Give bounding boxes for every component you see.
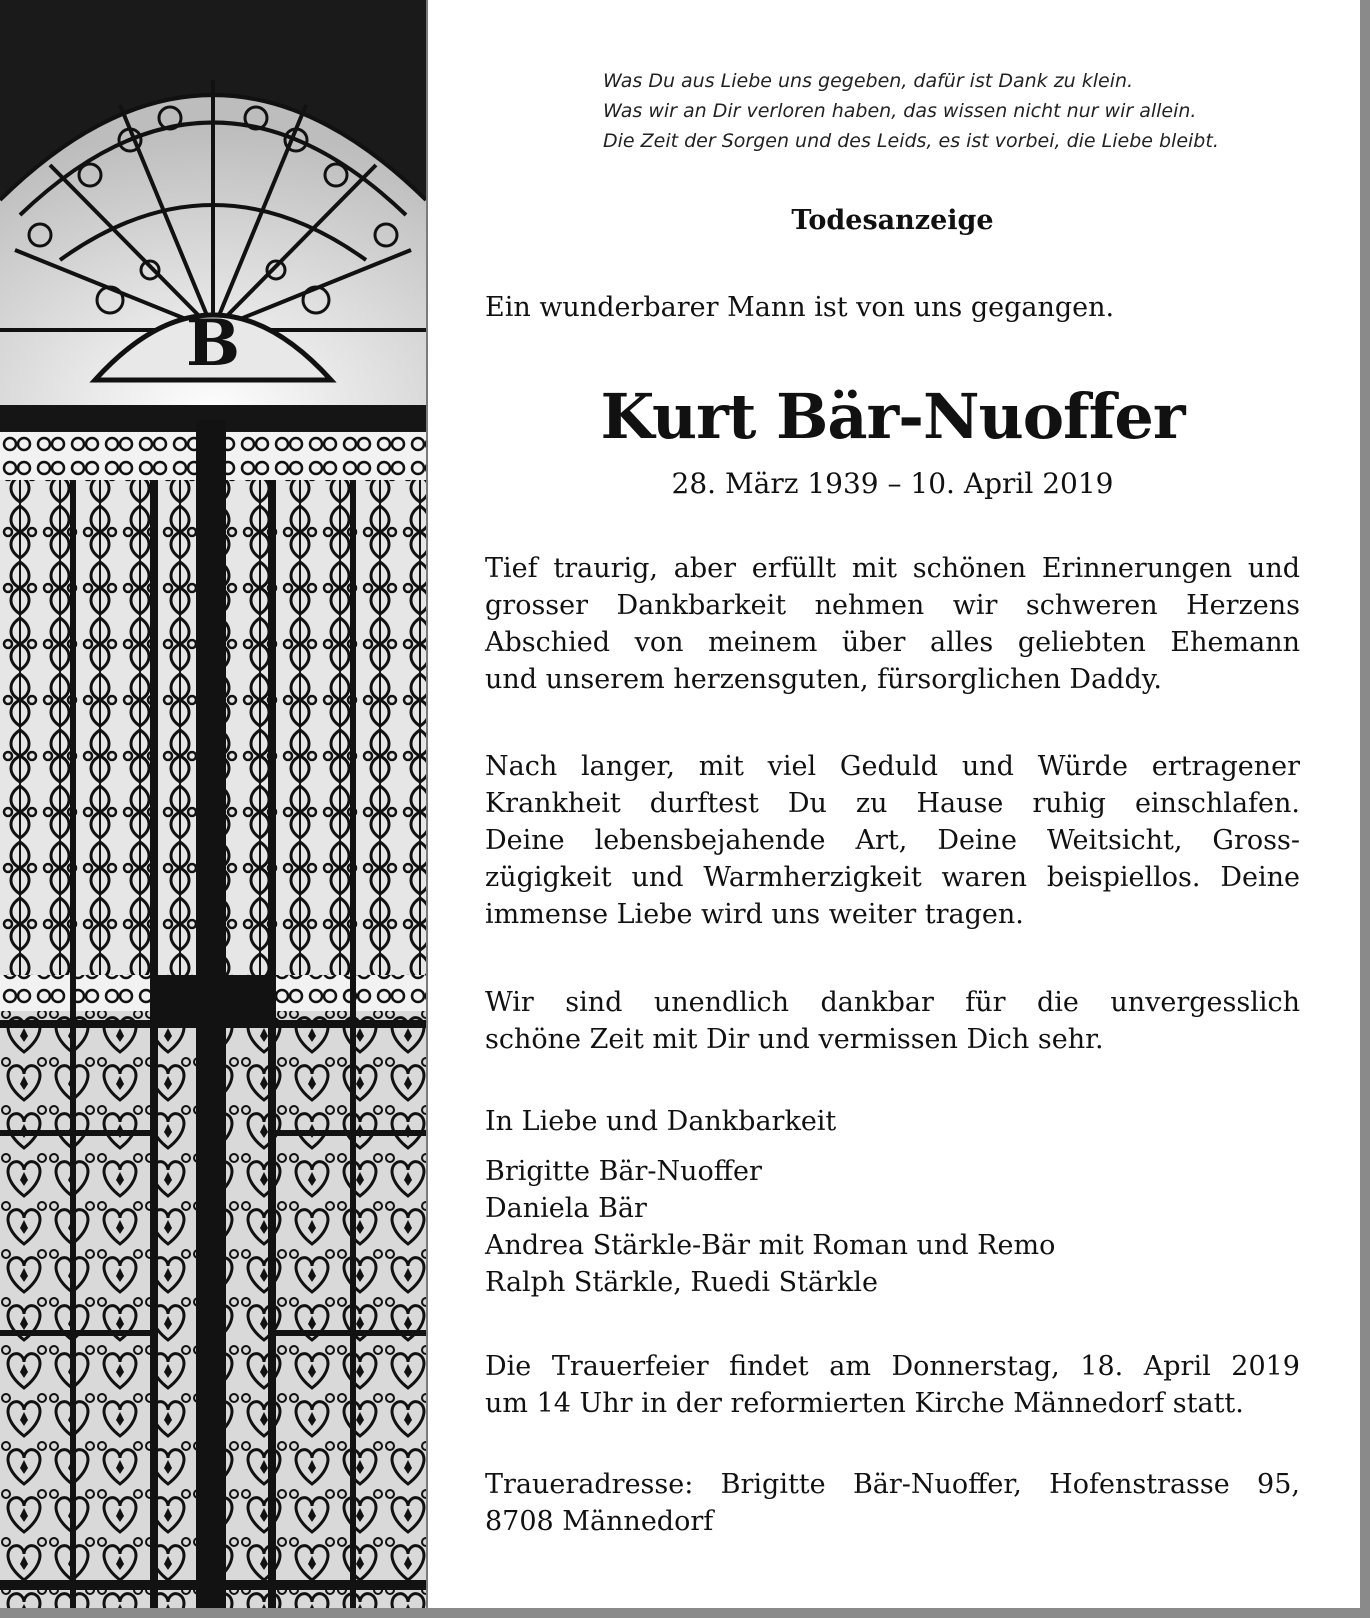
- paragraph-line: grosser Dankbarkeit nehmen wir schweren Herzens: [485, 590, 1300, 621]
- tribute-paragraph: [485, 550, 1300, 698]
- ceremony-info: [485, 1348, 1300, 1422]
- signer: Brigitte Bär-Nuoffer: [485, 1156, 762, 1187]
- paragraph-line: Krankheit durftest Du zu Hause ruhig einschlafen.: [485, 788, 1300, 819]
- quote-line: Was Du aus Liebe uns gegeben, dafür ist Dank zu klein.: [603, 70, 1134, 92]
- signoff: In Liebe und Dankbarkeit: [485, 1106, 837, 1137]
- paragraph-line: Wir sind unendlich dankbar für die unvergesslich: [485, 987, 1300, 1018]
- gate-monogram: B: [185, 306, 241, 381]
- life-dates: 28. März 1939 – 10. April 2019: [671, 467, 1114, 500]
- notice-heading: Todesanzeige: [791, 205, 994, 236]
- paragraph-line: um 14 Uhr in der reformierten Kirche Männedorf statt.: [485, 1388, 1244, 1419]
- paragraph-line: immense Liebe wird uns weiter tragen.: [485, 899, 1024, 930]
- wrought-iron-gate-photo: [0, 0, 428, 1608]
- mourning-address: [485, 1466, 1300, 1540]
- paragraph-line: Abschied von meinem über alles geliebten Ehemann: [485, 627, 1300, 658]
- paragraph-line: und unserem herzensguten, fürsorglichen Daddy.: [485, 664, 1162, 695]
- deceased-name: Kurt Bär-Nuoffer: [600, 380, 1185, 453]
- quote-line: Was wir an Dir verloren haben, das wissen nicht nur wir allein.: [603, 100, 1197, 122]
- quote-line: Die Zeit der Sorgen und des Leids, es ist vorbei, die Liebe bleibt.: [603, 130, 1219, 152]
- paragraph-line: Deine lebensbejahende Art, Deine Weitsicht, Gross-: [485, 825, 1300, 856]
- gratitude-paragraph: [485, 984, 1300, 1058]
- paragraph-line: Die Trauerfeier findet am Donnerstag, 18. April 2019: [485, 1351, 1300, 1382]
- paragraph-line: zügigkeit und Warmherzigkeit waren beispiellos. Deine: [485, 862, 1300, 893]
- signer: Ralph Stärkle, Ruedi Stärkle: [485, 1267, 878, 1298]
- signer: Andrea Stärkle-Bär mit Roman und Remo: [485, 1230, 1056, 1261]
- paragraph-line: Traueradresse: Brigitte Bär-Nuoffer, Hofenstrasse 95,: [485, 1469, 1300, 1500]
- paragraph-line: schöne Zeit mit Dir und vermissen Dich sehr.: [485, 1024, 1104, 1055]
- paragraph-line: Nach langer, mit viel Geduld und Würde ertragener: [485, 751, 1300, 782]
- illness-paragraph: [485, 748, 1300, 933]
- paragraph-line: Tief traurig, aber erfüllt mit schönen Erinnerungen und: [485, 553, 1300, 584]
- memorial-quote: [603, 66, 1303, 156]
- paragraph-line: 8708 Männedorf: [485, 1506, 714, 1537]
- signers-list: [485, 1153, 1055, 1301]
- signer: Daniela Bär: [485, 1193, 647, 1224]
- notice-text: [485, 0, 1300, 1608]
- intro-line: Ein wunderbarer Mann ist von uns gegangen.: [485, 292, 1115, 323]
